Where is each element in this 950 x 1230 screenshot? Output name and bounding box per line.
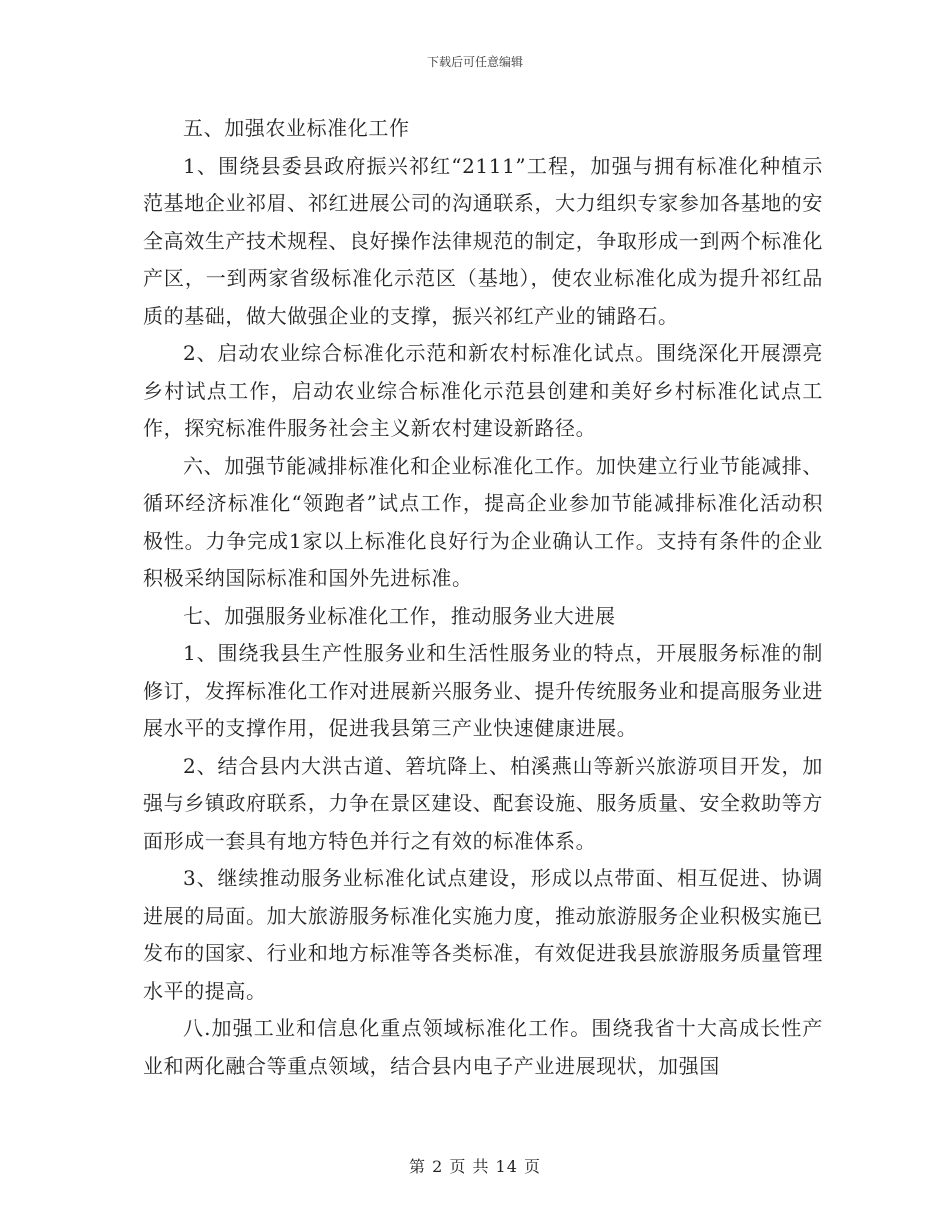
paragraph-services-2: 2、结合县内大洪古道、箬坑降上、柏溪燕山等新兴旅游项目开发，加强与乡镇政府联系，力争在景区建设、配套设施、服务质量、安全救助等方面形成一套具有地方特色并行之有效的标准体系。 bbox=[143, 753, 823, 853]
header-note: 下载后可任意编辑 bbox=[426, 55, 523, 69]
paragraph-agriculture-1: 1、围绕县委县政府振兴祁红“2111”工程，加强与拥有标准化种植示范基地企业祁眉、祁红进展公司的沟通联系，大力组织专家参加各基地的安全高效生产技术规程、良好操作法律规范的制定，争取形成一到两个标准化产区，一到两家省级标准化示范区（基地），使农业标准化成为提升祁红品质的基础，做大做强企业的支撑，振兴祁红产业的铺路石。 bbox=[143, 153, 823, 328]
paragraph-services-3: 3、继续推动服务业标准化试点建设，形成以点带面、相互促进、协调进展的局面。加大旅游服务标准化实施力度，推动旅游服务企业积极实施已发布的国家、行业和地方标准等各类标准，有效促进我县旅游服务质量管理水平的提高。 bbox=[143, 866, 823, 1003]
paragraph-energy-saving: 六、加强节能减排标准化和企业标准化工作。加快建立行业节能减排、循环经济标准化“领跑者”试点工作，提高企业参加节能减排标准化活动积极性。力争完成1家以上标准化良好行为企业确认工作。支持有条件的企业积极采纳国际标准和国外先进标准。 bbox=[143, 453, 823, 590]
paragraph-services-1: 1、围绕我县生产性服务业和生活性服务业的特点，开展服务标准的制修订，发挥标准化工作对进展新兴服务业、提升传统服务业和提高服务业进展水平的支撑作用，促进我县第三产业快速健康进展。 bbox=[143, 641, 823, 740]
paragraph-agriculture-2: 2、启动农业综合标准化示范和新农村标准化试点。围绕深化开展漂亮乡村试点工作，启动农业综合标准化示范县创建和美好乡村标准化试点工作，探究标准件服务社会主义新农村建设新路径。 bbox=[143, 341, 823, 440]
section-heading-services: 七、加强服务业标准化工作，推动服务业大进展 bbox=[183, 603, 616, 628]
page-footer bbox=[0, 1154, 950, 1177]
page-number-label: 第 2 页 共 14 页 bbox=[409, 1157, 541, 1176]
paragraph-industry: 八.加强工业和信息化重点领域标准化工作。围绕我省十大高成长性产业和两化融合等重点领域，结合县内电子产业进展现状，加强国 bbox=[143, 1016, 823, 1078]
section-heading-agriculture: 五、加强农业标准化工作 bbox=[183, 116, 410, 140]
document-body bbox=[143, 110, 823, 1085]
